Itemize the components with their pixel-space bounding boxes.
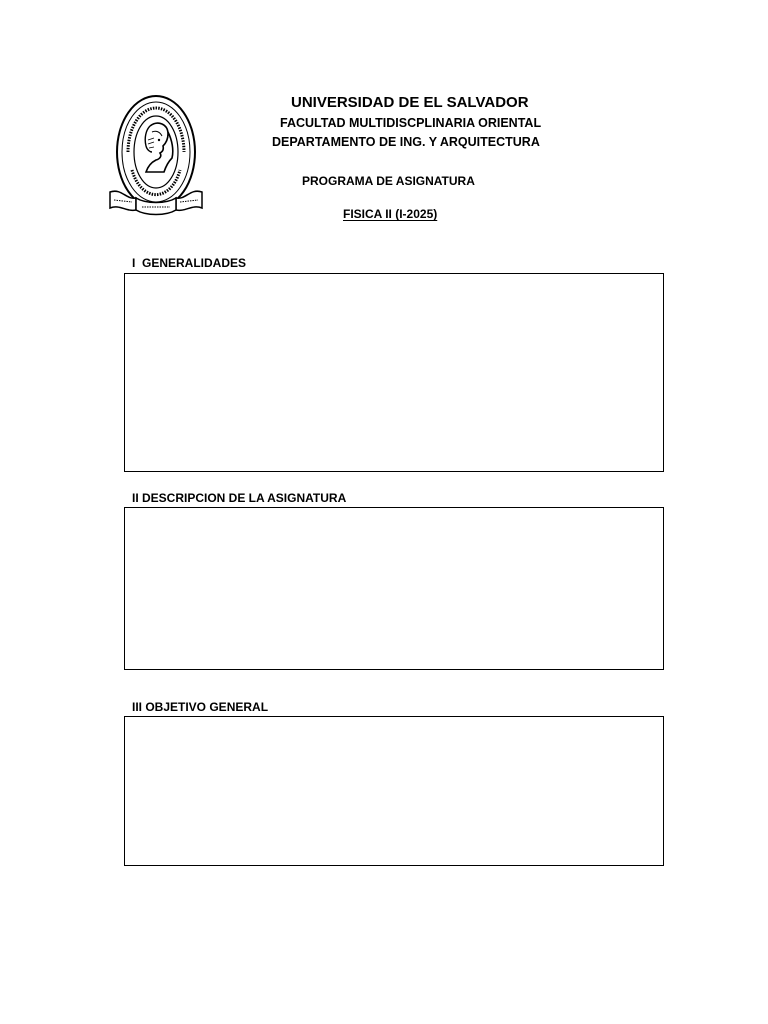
section-title-objetivo-general: III OBJETIVO GENERAL <box>132 700 269 714</box>
university-name: UNIVERSIDAD DE EL SALVADOR <box>291 94 529 111</box>
course-title: FISICA II (I-2025) <box>343 207 438 221</box>
faculty-name: FACULTAD MULTIDISCPLINARIA ORIENTAL <box>280 116 542 130</box>
section-box-objetivo-general <box>124 716 664 866</box>
section-title-generalidades: I GENERALIDADES <box>132 256 247 270</box>
document-type: PROGRAMA DE ASIGNATURA <box>302 174 475 188</box>
section-box-descripcion <box>124 507 664 670</box>
section-box-generalidades <box>124 273 664 472</box>
university-seal-logo <box>106 92 206 222</box>
department-name: DEPARTAMENTO DE ING. Y ARQUITECTURA <box>272 135 540 149</box>
section-title-descripcion: II DESCRIPCION DE LA ASIGNATURA <box>132 491 347 505</box>
